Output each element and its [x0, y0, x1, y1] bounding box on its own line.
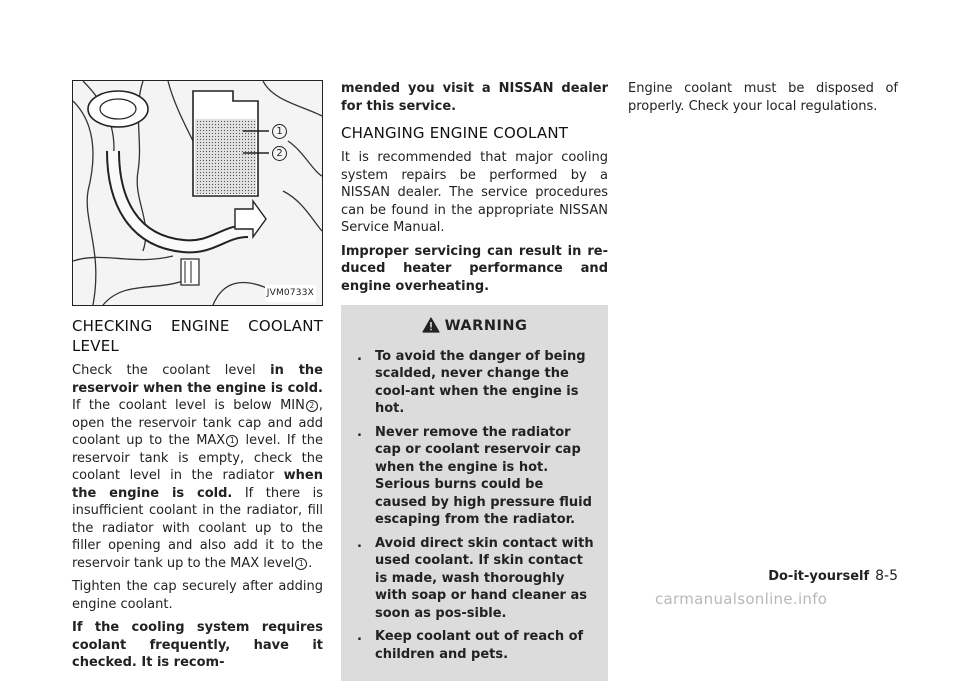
min-marker-2: 2: [272, 146, 287, 161]
warning-item: . Keep coolant out of reach of children and pets.: [357, 629, 584, 662]
max-marker-1: 1: [272, 124, 287, 139]
figure-code: JVM0733X: [265, 285, 316, 303]
warning-list: [351, 348, 598, 664]
section-heading-changing: CHANGING ENGINE COOLANT: [341, 124, 569, 142]
repairs-paragraph: It is recommended that major cooling system repairs be performed by a NISSAN dealer. The service procedures can be found in the appropriate NISSAN Service Manual.: [341, 150, 608, 235]
warning-item: . Avoid direct skin contact with used coolant. If skin contact is made, wash thoroughly with soap or hand cleaner as soon as pos-sible.: [357, 535, 594, 621]
max-ref-icon: 1: [295, 558, 307, 570]
frequent-coolant-paragraph: If the cooling system requires coolant frequently, have it checked. It is recom-: [72, 620, 323, 670]
watermark: carmanualsonline.info: [655, 590, 828, 608]
min-ref-icon: 2: [306, 400, 318, 412]
disposal-paragraph: Engine coolant must be disposed of properly. Check your local regulations.: [628, 81, 898, 114]
coolant-reservoir-figure: [72, 80, 323, 306]
footer-section-name: Do-it-yourself: [768, 569, 870, 584]
warning-item: . Never remove the radiator cap or coolant reservoir cap when the engine is hot. Serious burns could be caused by high pressure fluid escaping from the radiator.: [357, 424, 592, 527]
max-ref-icon: 1: [226, 435, 238, 447]
column-right: [628, 80, 898, 121]
section-heading-checking: CHECKING ENGINE COOLANT LEVEL: [72, 317, 323, 355]
warning-item: . To avoid the danger of being scalded, never change the cool-ant when the engine is hot.: [357, 348, 586, 416]
page-number: 8-5: [875, 568, 898, 584]
improper-servicing-paragraph: Improper servicing can result in re-duced heater performance and engine overheating.: [341, 243, 608, 294]
page-footer: [768, 568, 898, 584]
checking-paragraph: Check the coolant level in the reservoir when the engine is cold. If the coolant level is below MIN 2 , open the reservoir tank cap and add coolant up to the MAX 1 level. If the reservoir tank is empty, check the coolant level in the radiator when the engine is cold. If there is insufficient coolant in the radiator, fill the radiator with coolant up to the filler opening and also add it to the reservoir tank up to the MAX level 1 .: [72, 363, 323, 571]
warning-icon: [422, 317, 440, 333]
column-middle: [341, 80, 608, 681]
tighten-cap-paragraph: Tighten the cap securely after adding engine coolant.: [72, 579, 323, 612]
column-left: [72, 80, 323, 678]
warning-heading: WARNING: [351, 317, 598, 336]
dealer-visit-paragraph: mended you visit a NISSAN dealer for this service.: [341, 81, 608, 114]
warning-box: [341, 305, 608, 681]
engine-illustration: [73, 81, 322, 305]
